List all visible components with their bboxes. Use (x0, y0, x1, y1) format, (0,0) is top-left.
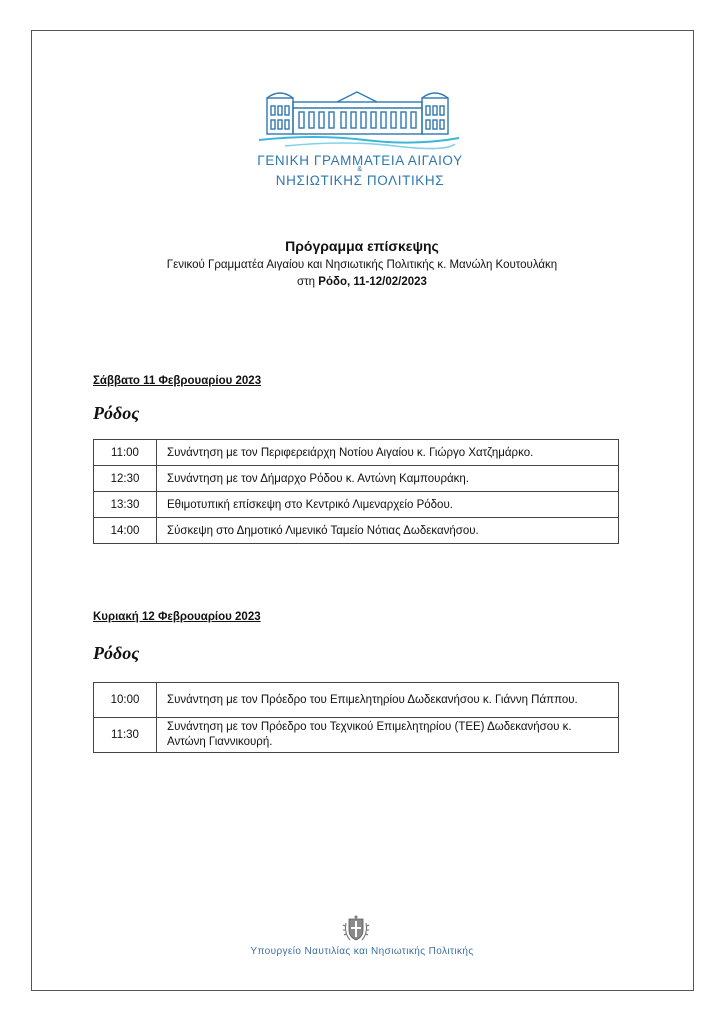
time-cell: 11:30 (94, 718, 157, 753)
org-name-line1: ΓΕΝΙΚΗ ΓΡΑΜΜΑΤΕΙΑ ΑΙΓΑΙΟΥ (257, 153, 463, 168)
ministry-footer: Υπουργείο Ναυτιλίας και Νησιωτικής Πολιτικής (250, 946, 474, 957)
description-cell: Σύσκεψη στο Δημοτικό Λιμενικό Ταμείο Νότιας Δωδεκανήσου. (157, 518, 619, 544)
table-row (94, 440, 619, 466)
org-name-amp: & (357, 166, 363, 173)
greek-coat-of-arms-icon (340, 913, 372, 945)
location-dates: Ρόδο, 11-12/02/2023 (318, 276, 427, 288)
building-logo-icon (255, 88, 460, 152)
location-prefix: στη (297, 276, 316, 288)
description-cell: Συνάντηση με τον Δήμαρχο Ρόδου κ. Αντώνη Καμπουράκη. (157, 466, 619, 492)
schedule-table (93, 439, 619, 544)
table-row (94, 466, 619, 492)
day-heading: Κυριακή 12 Φεβρουαρίου 2023 (93, 611, 261, 623)
city-heading: Ρόδος (93, 403, 140, 423)
day-heading: Σάββατο 11 Φεβρουαρίου 2023 (93, 375, 262, 387)
visit-location (0, 276, 724, 288)
table-row (94, 518, 619, 544)
city-heading: Ρόδος (93, 643, 140, 663)
description-cell: Εθιμοτυπική επίσκεψη στο Κεντρικό Λιμεναρχείο Ρόδου. (157, 492, 619, 518)
table-row (94, 683, 619, 718)
page-title: Πρόγραμμα επίσκεψης (285, 238, 439, 254)
time-cell: 12:30 (94, 466, 157, 492)
page-subtitle: Γενικού Γραμματέα Αιγαίου και Νησιωτικής Πολιτικής κ. Μανώλη Κουτουλάκη (166, 259, 558, 271)
description-cell: Συνάντηση με τον Περιφερειάρχη Νοτίου Αιγαίου κ. Γιώργο Χατζημάρκο. (157, 440, 619, 466)
description-cell: Συνάντηση με τον Πρόεδρο του Επιμελητηρίου Δωδεκανήσου κ. Γιάννη Πάππου. (157, 683, 619, 718)
org-name-line2: ΝΗΣΙΩΤΙΚΗΣ ΠΟΛΙΤΙΚΗΣ (275, 173, 445, 188)
schedule-table (93, 682, 619, 753)
table-row (94, 492, 619, 518)
time-cell: 13:30 (94, 492, 157, 518)
time-cell: 11:00 (94, 440, 157, 466)
time-cell: 10:00 (94, 683, 157, 718)
table-row (94, 718, 619, 753)
time-cell: 14:00 (94, 518, 157, 544)
description-cell: Συνάντηση με τον Πρόεδρο του Τεχνικού Επιμελητηρίου (ΤΕΕ) Δωδεκανήσου κ. Αντώνη Γιαννικουρή. (157, 718, 619, 753)
